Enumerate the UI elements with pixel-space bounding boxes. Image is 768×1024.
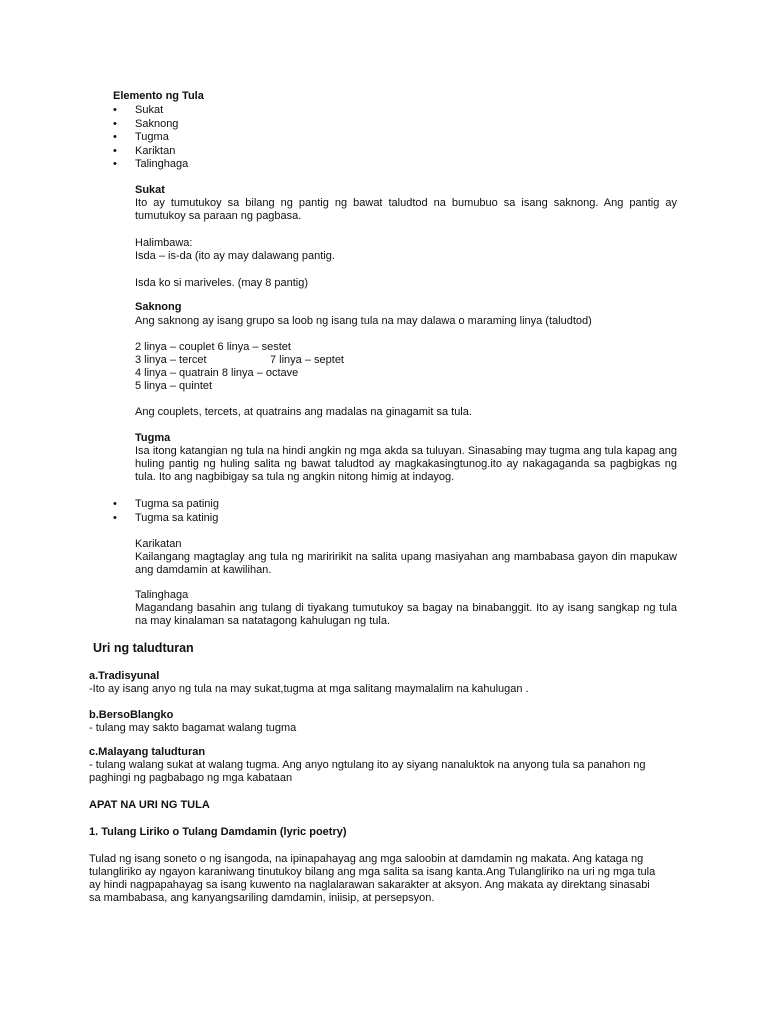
saknong-line: 4 linya – quatrain 8 linya – octave — [135, 367, 299, 379]
saknong-title: Saknong — [135, 301, 182, 313]
saknong-note: Ang couplets, tercets, at quatrains ang madalas na ginagamit sa tula. — [135, 406, 472, 418]
uri-b-title: b.BersoBlangko — [89, 709, 174, 721]
list-item: • Sukat — [113, 104, 164, 116]
apat-body-line: tulangliriko ay ngayon karaniwang tinutukoy bilang ang mga salita sa isang kanta.Ang Tulangliriko na uri ng mga tula — [89, 866, 656, 878]
saknong-line: 3 linya – tercet — [135, 354, 207, 366]
uri-a-body: -Ito ay isang anyo ng tula na may sukat,tugma at mga salitang maymalalim na kahulugan . — [89, 683, 529, 695]
list-item: • Tugma — [113, 131, 169, 143]
talinghaga-body: Magandang basahin ang tulang di tiyakang tumutukoy sa bagay na binabanggit. Ito ay isang sangkap ng tula na may kinalaman sa natatagong kahulugan ng tula. — [135, 602, 677, 627]
saknong-body: Ang saknong ay isang grupo sa loob ng isang tula na may dalawa o maraming linya (taludtod) — [135, 315, 592, 327]
sukat-title: Sukat — [135, 184, 165, 196]
saknong-line: 5 linya – quintet — [135, 380, 213, 392]
sukat-body: Ito ay tumutukoy sa bilang ng pantig ng bawat taludtod na bumubuo sa isang saknong. Ang pantig ay tumutukoy sa paraan ng pagbasa. — [135, 197, 677, 222]
saknong-line-right: 7 linya – septet — [270, 354, 344, 366]
sukat-example-2: Isda ko si mariveles. (may 8 pantig) — [135, 277, 309, 289]
apat-body-line: Tulad ng isang soneto o ng isangoda, na ipinapahayag ang mga saloobin at damdamin ng makata. Ang kataga ng — [89, 853, 644, 865]
tugma-types-list — [113, 498, 219, 525]
list-item: • Tugma sa patinig — [113, 498, 219, 510]
karikatan-title: Karikatan — [135, 538, 182, 550]
uri-a-title: a.Tradisyunal — [89, 670, 160, 682]
apat-body-line: sa mambabasa, ang kanyangsariling damdamin, iniisip, at persepsyon. — [89, 892, 435, 904]
talinghaga-title: Talinghaga — [135, 589, 189, 601]
uri-c-body-line: paghingi ng pagbabago ng mga kabataan — [89, 772, 293, 784]
karikatan-body: Kailangang magtaglay ang tula ng mariririkit na salita upang masiyahan ang mambabasa gayon din mapukaw ang damdamin at kawilihan. — [135, 551, 677, 576]
apat-subheading: 1. Tulang Liriko o Tulang Damdamin (lyric poetry) — [89, 826, 347, 838]
list-item: • Tugma sa katinig — [113, 511, 219, 524]
saknong-line: 2 linya – couplet 6 linya – sestet — [135, 341, 291, 353]
list-item: • Saknong — [113, 117, 179, 130]
uri-b-body: - tulang may sakto bagamat walang tugma — [89, 722, 297, 734]
list-item: • Talinghaga — [113, 158, 189, 170]
apat-body-line: ay hindi nagpapahayag sa isang kuwento na naglalarawan sakarakter at aksyon. Ang makata ay direktang sinasabi — [89, 879, 650, 891]
elements-list — [113, 104, 188, 172]
sukat-example-1: Isda – is-da (ito ay may dalawang pantig. — [135, 250, 335, 262]
elements-heading: Elemento ng Tula — [113, 90, 204, 102]
list-item: • Kariktan — [113, 144, 176, 157]
sukat-example-label: Halimbawa: — [135, 237, 193, 249]
apat-heading: APAT NA URI NG TULA — [89, 799, 210, 811]
uri-c-body-line: - tulang walang sukat at walang tugma. Ang anyo ngtulang ito ay siyang nanaluktok na anyong tula sa panahon ng — [89, 759, 646, 771]
uri-heading: Uri ng taludturan — [93, 641, 194, 655]
tugma-body: Isa itong katangian ng tula na hindi angkin ng mga akda sa tuluyan. Sinasabing may tugma ang tula kapag ang huling pantig ng huling salita ng bawat taludtod ay magkakasingtunog.ito ay nakagaganda sa pagbigkas ng tula. Ito ang nagbibigay sa tula ng angkin nitong himig at indayog. — [135, 445, 677, 483]
uri-c-title: c.Malayang taludturan — [89, 746, 206, 758]
tugma-title: Tugma — [135, 432, 171, 444]
